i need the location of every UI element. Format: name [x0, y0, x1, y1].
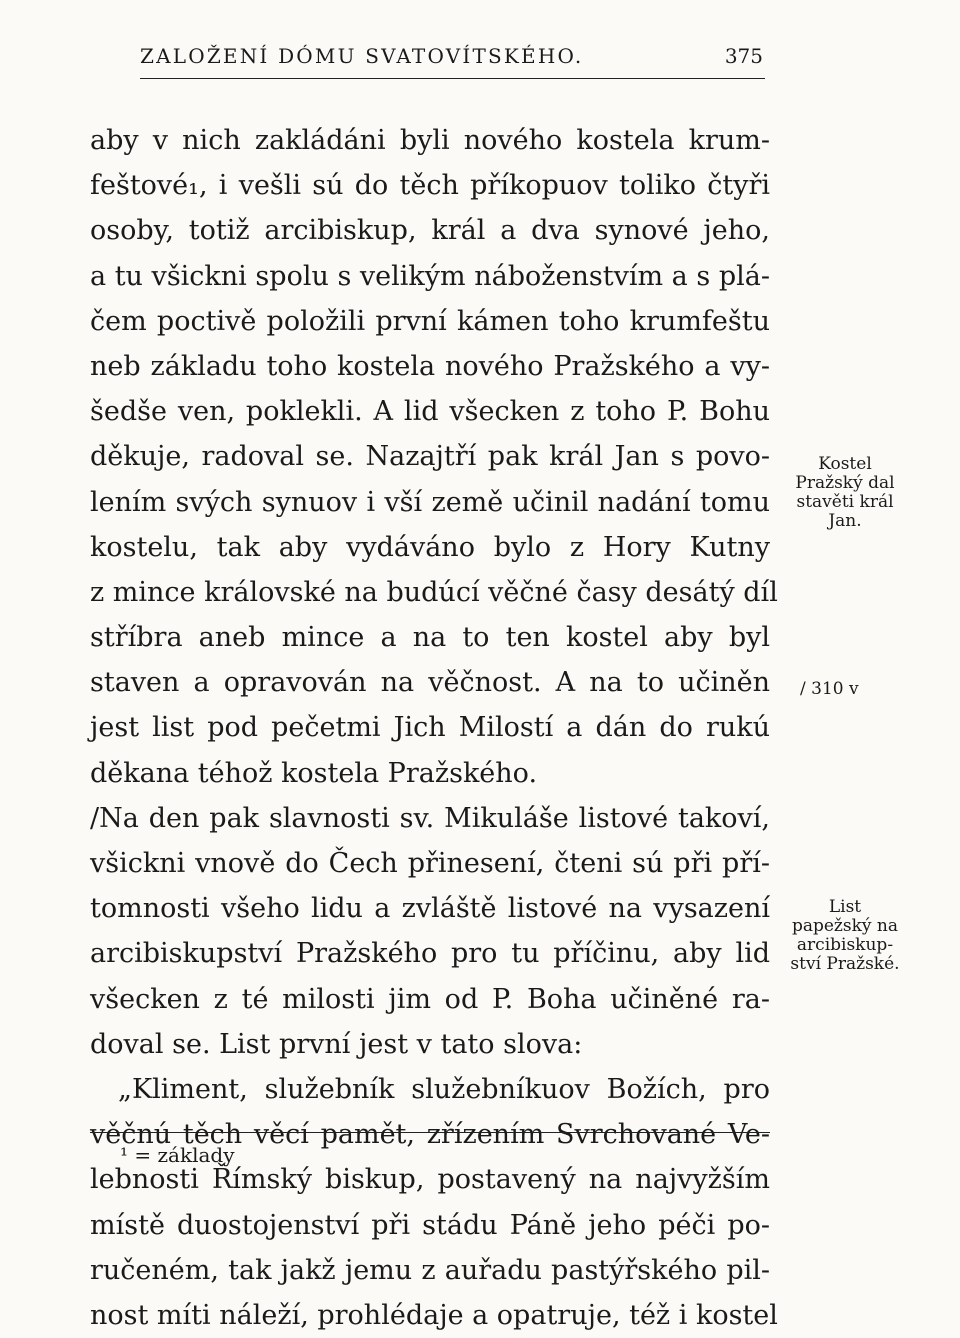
text-line: čem poctivě položili první kámen toho krumfeštu: [90, 305, 770, 337]
margin-note-line: papežský na: [791, 916, 899, 936]
text-line: /Na den pak slavnosti sv. Mikuláše listové takoví,: [90, 802, 770, 834]
footnote-divider: [90, 1132, 770, 1133]
text-line: aby v nich zakládáni byli nového kostela krum-: [90, 125, 770, 156]
folio-reference: / 310 v: [800, 679, 859, 699]
text-line: feštové₁, i vešli sú do těch příkopuov toliko čtyři: [90, 170, 770, 202]
margin-note-line: ství Pražské.: [790, 954, 900, 974]
text-line: věčnú těch věcí pamět, zřízením Svrchované Ve-: [90, 1119, 770, 1151]
text-line: stříbra aneb mince a na to ten kostel aby byl: [90, 622, 770, 654]
margin-note-line: Kostel: [818, 454, 872, 474]
text-line: a tu všickni spolu s velikým náboženstvím a s plá-: [90, 260, 770, 292]
text-line: šedše ven, poklekli. A lid všecken z toho P. Bohu: [90, 396, 770, 428]
margin-note-line: stavěti král: [796, 492, 894, 512]
header-title: ZALOŽENÍ DÓMU SVATOVÍTSKÉHO.: [140, 44, 584, 68]
text-line: jest list pod pečetmi Jich Milostí a dán do rukú: [90, 712, 770, 744]
text-line: místě duostojenství při stádu Páně jeho péči po-: [90, 1209, 770, 1241]
margin-note-line: arcibiskup-: [796, 935, 894, 955]
text-line: děkana téhož kostela Pražského.: [90, 757, 538, 789]
text-line: staven a opravován na věčnost. A na to učiněn: [90, 667, 770, 699]
text-line: neb základu toho kostela nového Pražského a vy-: [90, 350, 770, 382]
page-number: 375: [724, 44, 763, 68]
text-line: arcibiskupství Pražského pro tu příčinu, aby lid: [90, 938, 770, 970]
text-line: všickni vnově do Čech přinesení, čteni sú při pří-: [90, 848, 770, 879]
text-line: ručeném, tak jakž jemu z auřadu pastýřského pil-: [90, 1254, 770, 1286]
text-line: všecken z té milosti jim od P. Boha učiněné ra-: [90, 983, 770, 1015]
margin-note-line: Jan.: [828, 511, 862, 531]
text-line: osoby, totiž arcibiskup, král a dva synové jeho,: [90, 215, 770, 247]
text-line: lebnosti Římský biskup, postavený na najvyžším: [90, 1164, 770, 1196]
margin-note-kostel: [770, 455, 920, 531]
text-line: děkuje, radoval se. Nazajtří pak král Jan s povo-: [90, 441, 770, 473]
running-header: [140, 38, 765, 79]
margin-note-line: List: [828, 897, 862, 917]
text-line: kostelu, tak aby vydáváno bylo z Hory Kutny: [90, 531, 770, 563]
text-line: „Kliment, služebník služebníkuov Božích, pro: [118, 1073, 770, 1105]
footnote: ¹ = základy: [120, 1143, 235, 1167]
text-line: lením svých synuov i vší země učinil nadání tomu: [90, 486, 770, 518]
text-line: z mince královské na budúcí věčné časy desátý díl: [90, 576, 778, 608]
margin-note-list: [770, 898, 920, 974]
text-line: nost míti náleží, prohlédaje a opatruje, též i kostel: [90, 1299, 778, 1331]
text-line: tomnosti všeho lidu a zvláště listové na vysazení: [90, 893, 770, 925]
margin-note-line: Pražský dal: [795, 473, 895, 493]
text-line: doval se. List první jest v tato slova:: [90, 1028, 583, 1060]
